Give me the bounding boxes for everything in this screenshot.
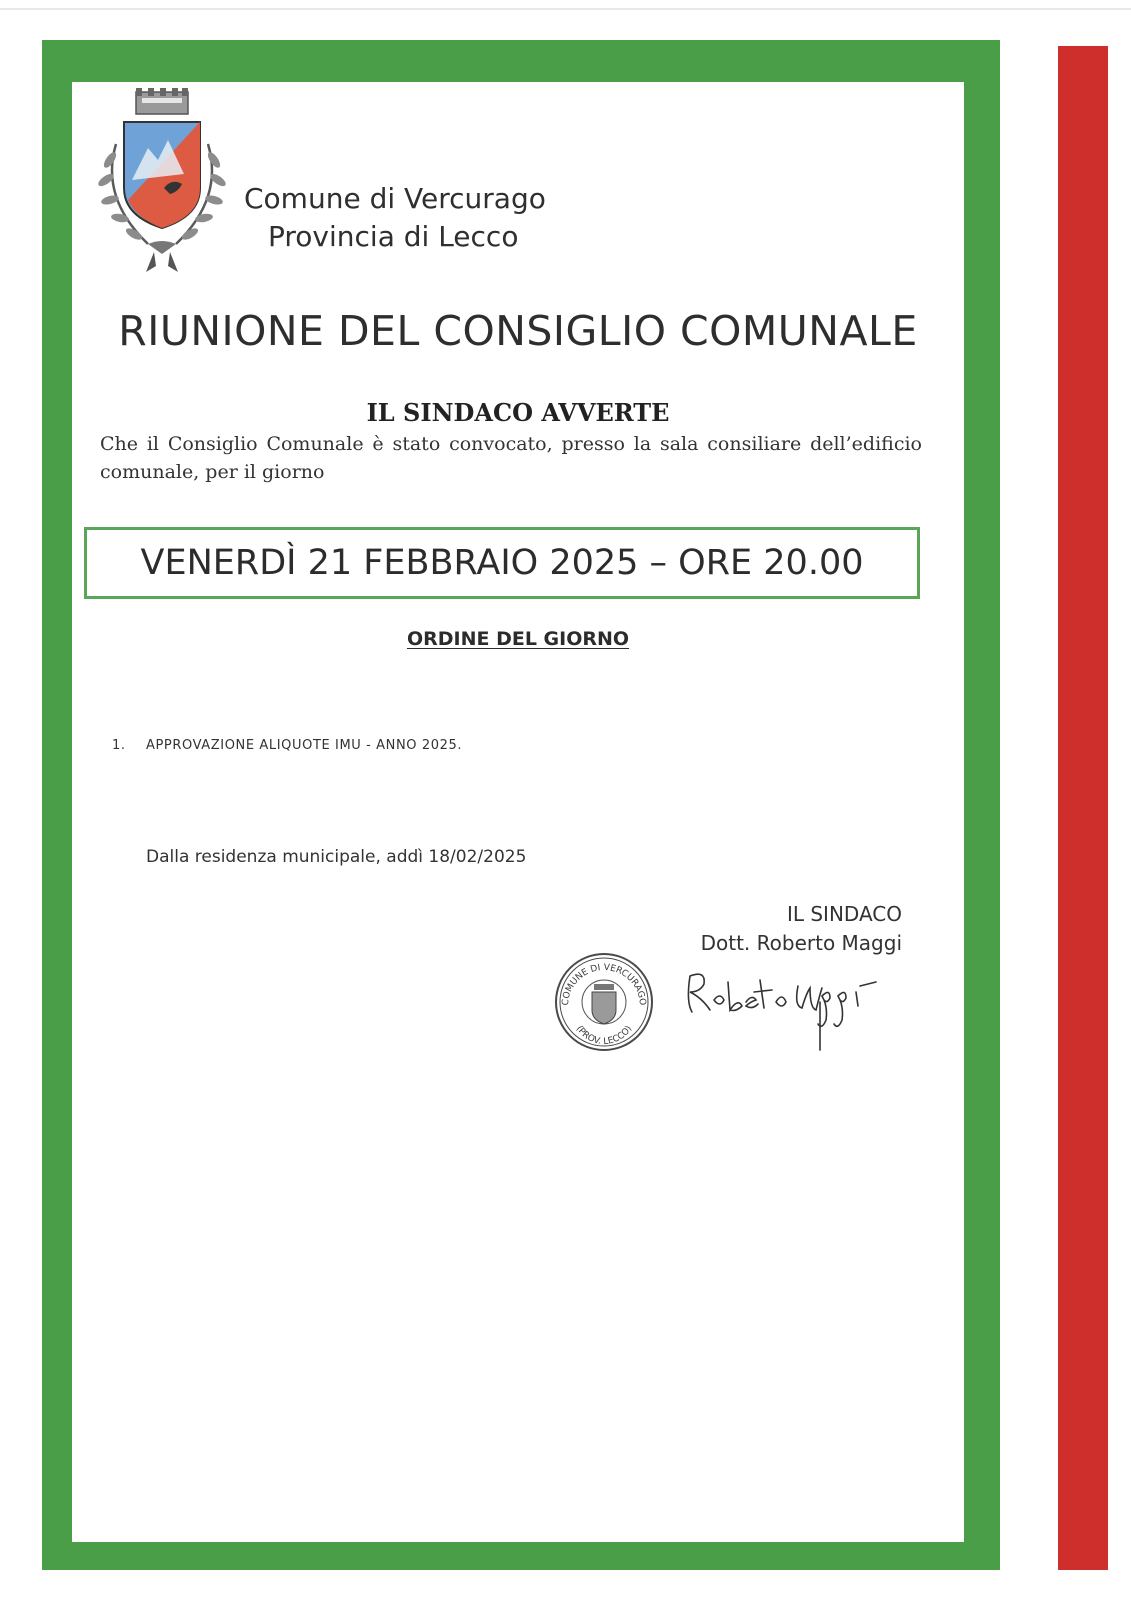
place-and-date: Dalla residenza municipale, addì 18/02/2025 (146, 847, 527, 867)
red-band (1058, 46, 1108, 1570)
signature-icon (680, 962, 890, 1054)
municipality-name: Comune di Vercurago (244, 182, 546, 215)
agenda-item-text: APPROVAZIONE ALIQUOTE IMU - ANNO 2025. (146, 738, 463, 753)
province-name: Provincia di Lecco (268, 220, 519, 253)
scan-edge-line (0, 8, 1131, 10)
agenda-item (112, 738, 812, 753)
page-title: RIUNIONE DEL CONSIGLIO COMUNALE (118, 307, 918, 355)
meeting-datetime: VENERDÌ 21 FEBBRAIO 2025 – ORE 20.00 (140, 543, 864, 583)
coat-of-arms-icon (92, 88, 232, 288)
official-seal-icon (552, 950, 656, 1054)
signatory-role: IL SINDACO (786, 902, 902, 926)
agenda-item-number: 1. (112, 738, 126, 753)
mayor-notice-heading: IL SINDACO AVVERTE (366, 398, 670, 427)
seal-text-bottom: (PROV. LECCO) (573, 1024, 635, 1048)
document-panel (72, 82, 964, 1542)
notice-text: Che il Consiglio Comunale è stato convocato, presso la sala consiliare dell’edificio comunale, per il giorno (100, 433, 922, 483)
seal-text-top: COMUNE DI VERCURAGO (560, 962, 648, 1006)
municipality-header (244, 180, 664, 256)
agenda-heading (72, 628, 964, 650)
meeting-date-box (84, 527, 920, 599)
agenda-heading-text: ORDINE DEL GIORNO (406, 628, 630, 650)
signatory-name: Dott. Roberto Maggi (700, 931, 902, 955)
